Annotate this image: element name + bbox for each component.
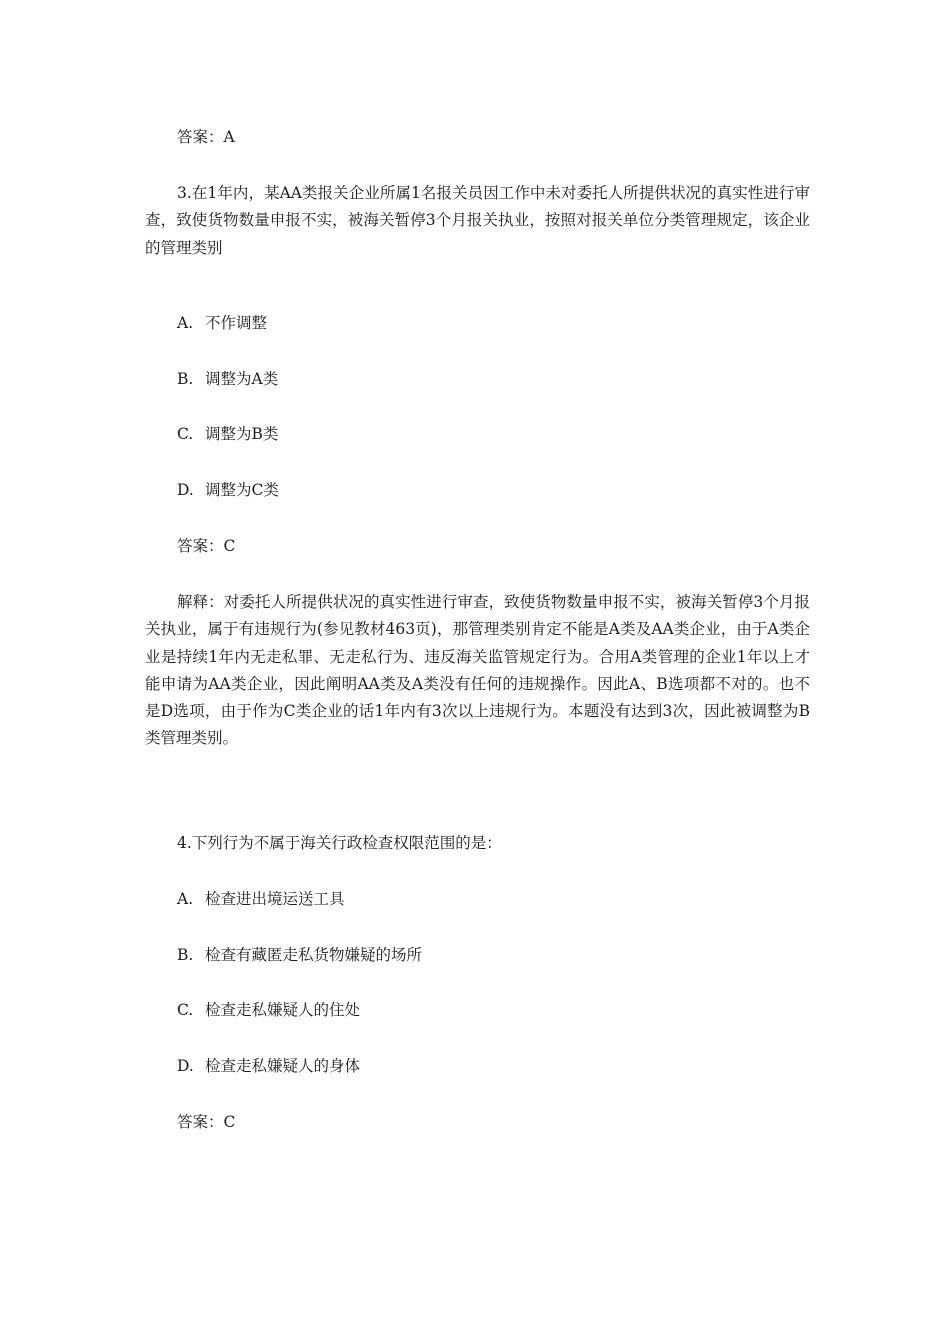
q4-option-c-label: C. <box>177 1001 194 1019</box>
q4-option-d-label: D. <box>177 1057 194 1075</box>
q4-option-d-text: 检查走私嫌疑人的身体 <box>205 1057 361 1075</box>
q4-option-d <box>177 1056 360 1076</box>
q3-option-c-label: C. <box>177 425 194 443</box>
q3-option-c-text: 调整为B类 <box>205 425 279 443</box>
q4-option-a-label: A. <box>177 890 194 908</box>
q3-explanation: 解释：对委托人所提供状况的真实性进行审查，致使货物数量申报不实，被海关暂停3个月报关执业，属于有违规行为(参见教材463页)，那管理类别肯定不能是A类及AA类企业，由于A类企业是持续1年内无走私罪、无走私行为、违反海关监管规定行为。合用A类管理的企业1年以上才能申请为AA类企业，因此阐明AA类及A类没有任何的违规操作。因此A、B选项都不对的。也不是D选项，由于作为C类企业的话1年内有3次以上违规行为。本题没有达到3次，因此被调整为B类管理类别。 <box>145 593 810 748</box>
q3-option-c <box>177 424 278 444</box>
q3-option-d-text: 调整为C类 <box>205 481 279 499</box>
q3-answer: 答案：C <box>177 537 236 555</box>
q4-option-b-text: 检查有藏匿走私货物嫌疑的场所 <box>205 946 423 964</box>
q3-option-b-text: 调整为A类 <box>205 370 279 388</box>
q3-option-d <box>177 480 279 500</box>
q4-answer: 答案：C <box>177 1113 236 1131</box>
q3-option-d-label: D. <box>177 481 194 499</box>
q4-option-a <box>177 889 345 909</box>
q4-option-c-text: 检查走私嫌疑人的住处 <box>205 1001 361 1019</box>
q2-answer: 答案：A <box>177 128 235 146</box>
q4-question: 4.下列行为不属于海关行政检查权限范围的是： <box>177 834 502 852</box>
q4-option-a-text: 检查进出境运送工具 <box>205 890 345 908</box>
q4-option-c <box>177 1000 360 1020</box>
q3-option-a-label: A. <box>177 314 194 332</box>
q3-question: 3.在1年内，某AA类报关企业所属1名报关员因工作中未对委托人所提供状况的真实性进行审查，致使货物数量申报不实，被海关暂停3个月报关执业，按照对报关单位分类管理规定，该企业的管理类别 <box>145 184 810 257</box>
q4-option-b <box>177 945 422 965</box>
q3-option-a-text: 不作调整 <box>205 314 268 332</box>
q3-option-a <box>177 313 267 333</box>
q3-option-b-label: B. <box>177 370 194 388</box>
q4-option-b-label: B. <box>177 946 194 964</box>
q3-option-b <box>177 369 278 389</box>
